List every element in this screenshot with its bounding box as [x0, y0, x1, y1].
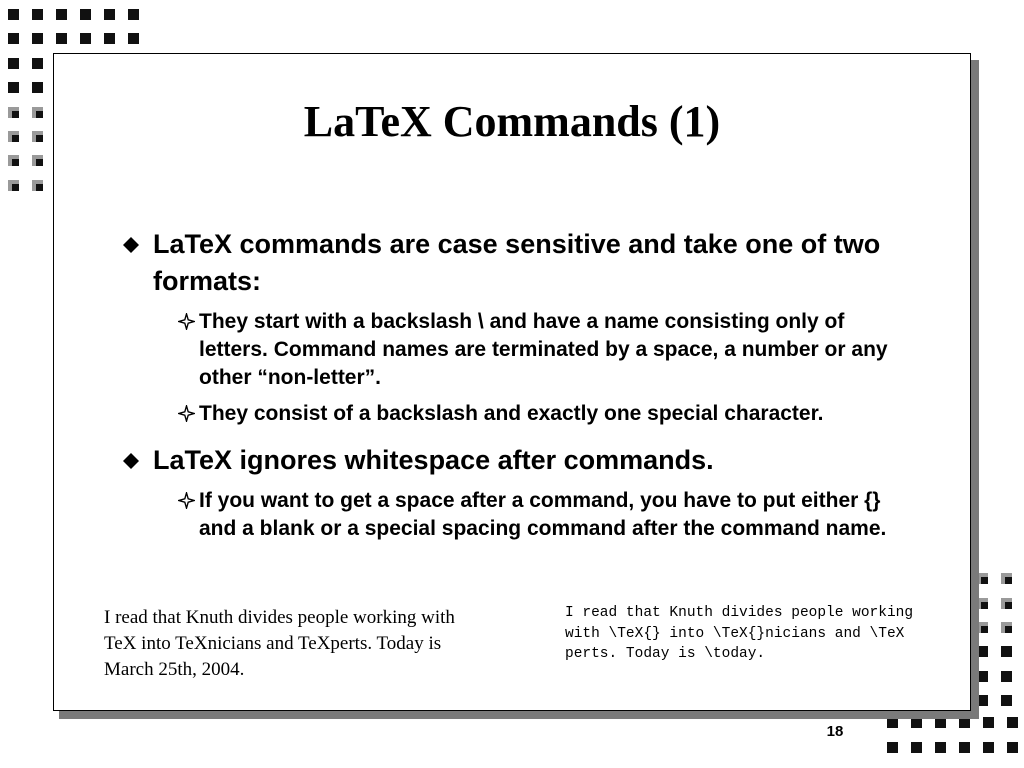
subbullet-text: They start with a backslash \ and have a name consisting only of letters. Command names are terminated by a space, a number or any other “non-letter”.: [199, 310, 888, 389]
bullet-item: [120, 442, 910, 479]
decorative-square: [887, 742, 898, 753]
bullet-item: [120, 226, 910, 300]
example-rendered-text: I read that Knuth divides people working with TeX into TeXnicians and TeXperts. Today is March 25th, 2004.: [104, 607, 455, 680]
subbullet-text: They consist of a backslash and exactly one special character.: [199, 402, 824, 425]
decorative-square: [104, 33, 115, 44]
subbullet-item: [178, 308, 910, 392]
example-latex-source: I read that Knuth divides people working with \TeX{} into \TeX{}nicians and \TeX perts. Today is \today.: [565, 605, 922, 662]
four-point-star-icon: [178, 405, 195, 422]
decorative-square: [911, 742, 922, 753]
subbullet-text: If you want to get a space after a command, you have to put either {} and a blank or a special spacing command after the command name.: [199, 489, 887, 540]
decorative-square: [959, 742, 970, 753]
page-number: 18: [826, 723, 844, 740]
decorative-square: [1001, 573, 1012, 584]
decorative-square: [32, 9, 43, 20]
decorative-square: [80, 9, 91, 20]
decorative-square: [1001, 646, 1012, 657]
decorative-square: [1001, 671, 1012, 682]
decorative-square: [32, 58, 43, 69]
decorative-square: [983, 717, 994, 728]
decorative-square: [56, 33, 67, 44]
four-point-star-icon: [178, 492, 195, 509]
decorative-square: [8, 82, 19, 93]
decorative-square: [32, 180, 43, 191]
decorative-square: [8, 155, 19, 166]
slide-title: LaTeX Commands (1): [303, 97, 721, 146]
decorative-square: [128, 33, 139, 44]
decorative-square: [8, 33, 19, 44]
decorative-square: [1001, 695, 1012, 706]
decorative-square: [32, 82, 43, 93]
decorative-square: [32, 33, 43, 44]
decorative-square: [32, 155, 43, 166]
bullet-list: [120, 226, 910, 543]
decorative-square: [56, 9, 67, 20]
decorative-square: [1001, 598, 1012, 609]
decorative-square: [1007, 717, 1018, 728]
decorative-square: [104, 9, 115, 20]
decorative-square: [8, 9, 19, 20]
diamond-icon: [123, 453, 139, 469]
decorative-square: [128, 9, 139, 20]
decorative-square: [1001, 622, 1012, 633]
decorative-square: [935, 742, 946, 753]
bullet-text: LaTeX ignores whitespace after commands.: [153, 445, 714, 475]
subbullet-item: [178, 487, 910, 543]
decorative-square: [983, 742, 994, 753]
decorative-square: [80, 33, 91, 44]
subbullet-item: [178, 400, 910, 428]
decorative-square: [1007, 742, 1018, 753]
diamond-icon: [123, 237, 139, 253]
bullet-text: LaTeX commands are case sensitive and take one of two formats:: [153, 229, 881, 296]
decorative-square: [8, 180, 19, 191]
four-point-star-icon: [178, 313, 195, 330]
decorative-square: [8, 58, 19, 69]
